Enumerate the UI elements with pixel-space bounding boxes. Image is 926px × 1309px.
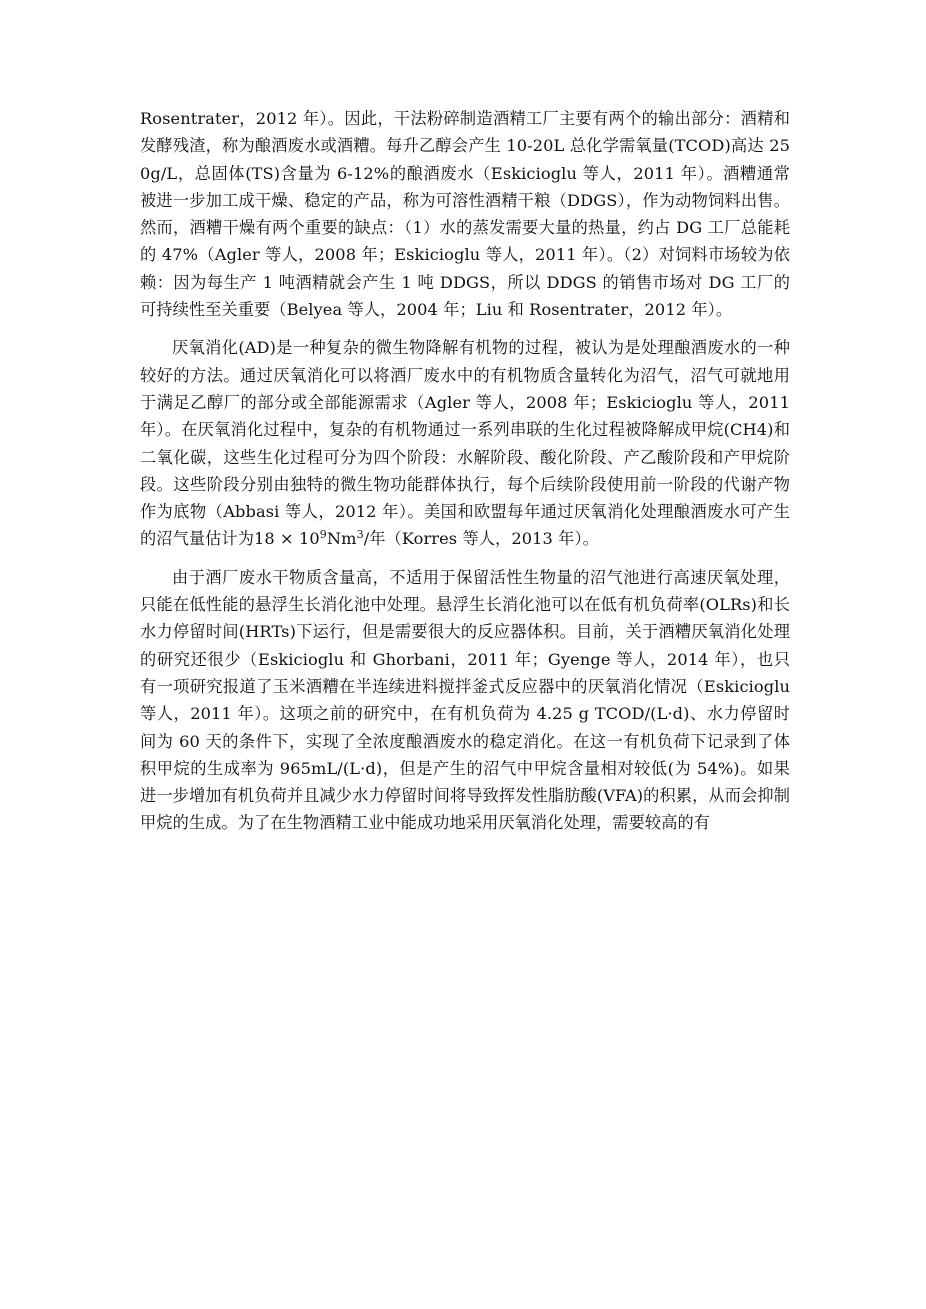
- formula-exponent: 9: [319, 528, 327, 542]
- formula-unit-exponent: 3: [356, 528, 364, 542]
- paragraph-2-text: 厌氧消化(AD)是一种复杂的微生物降解有机物的过程，被认为是处理酿酒废水的一种较好的方法。通过厌氧消化可以将酒厂废水中的有机物质含量转化为沼气，沼气可就地用于满足乙醇厂的部分或全部能源需求（Agler 等人，2008 年；Eskicioglu 等人，2011 年）。在厌氧消化过程中，复杂的有机物通过一系列串联的生化过程被降解成甲烷(CH4)和二氧化碳，这些生化过程可分为四个阶段：水解阶段、酸化阶段、产乙酸阶段和产甲烷阶段。这些阶段分别由独特的微生物功能群体执行，每个后续阶段使用前一阶段的代谢产物作为底物（Abbasi 等人，2012 年）。美国和欧盟每年通过厌氧消化处理酿酒废水可产生的沼气量估计为: [140, 338, 790, 549]
- formula-base: 18 × 10: [254, 529, 320, 549]
- paragraph-3: 由于酒厂废水干物质含量高，不适用于保留活性生物量的沼气池进行高速厌氧处理，只能在低性能的悬浮生长消化池中处理。悬浮生长消化池可以在低有机负荷率(OLRs)和长水力停留时间(HRTs)下运行，但是需要很大的反应器体积。目前，关于酒糟厌氧消化处理的研究还很少（Eskicioglu 和 Ghorbani，2011 年；Gyenge 等人，2014 年），也只有一项研究报道了玉米酒糟在半连续进料搅拌釜式反应器中的厌氧消化情况（Eskicioglu 等人，2011 年）。这项之前的研究中，在有机负荷为 4.25 g TCOD/(L·d)、水力停留时间为 60 天的条件下，实现了全浓度酿酒废水的稳定消化。在这一有机负荷下记录到了体积甲烷的生成率为 965mL/(L·d)，但是产生的沼气中甲烷含量相对较低(为 54%)。如果进一步增加有机负荷并且减少水力停留时间将导致挥发性脂肪酸(VFA)的积累，从而会抑制甲烷的生成。为了在生物酒精工业中能成功地采用厌氧消化处理，需要较高的有: [140, 567, 790, 833]
- paragraph-2: [140, 334, 790, 552]
- formula-unit: Nm: [326, 529, 357, 549]
- paragraph-1: Rosentrater，2012 年）。因此，干法粉碎制造酒精工厂主要有两个的输出部分：酒精和发酵残渣，称为酿酒废水或酒糟。每升乙醇会产生 10-20L 总化学需氧量(TCOD)高达 250g/L，总固体(TS)含量为 6-12%的酿酒废水（Eskicioglu 等人，2011 年）。酒糟通常被进一步加工成干燥、稳定的产品，称为可溶性酒精干粮（DDGS），作为动物饲料出售。然而，酒糟干燥有两个重要的缺点：（1）水的蒸发需要大量的热量，约占 DG 工厂总能耗的 47%（Agler 等人，2008 年；Eskicioglu 等人，2011 年）。（2）对饲料市场较为依赖：因为每生产 1 吨酒精就会产生 1 吨 DDGS，所以 DDGS 的销售市场对 DG 工厂的可持续性至关重要（Belyea 等人，2004 年；Liu 和 Rosentrater，2012 年）。: [140, 109, 790, 320]
- biogas-formula: [254, 529, 364, 548]
- document-page: [140, 105, 790, 837]
- paragraph-2-tail: /年（Korres 等人，2013 年）。: [363, 529, 599, 549]
